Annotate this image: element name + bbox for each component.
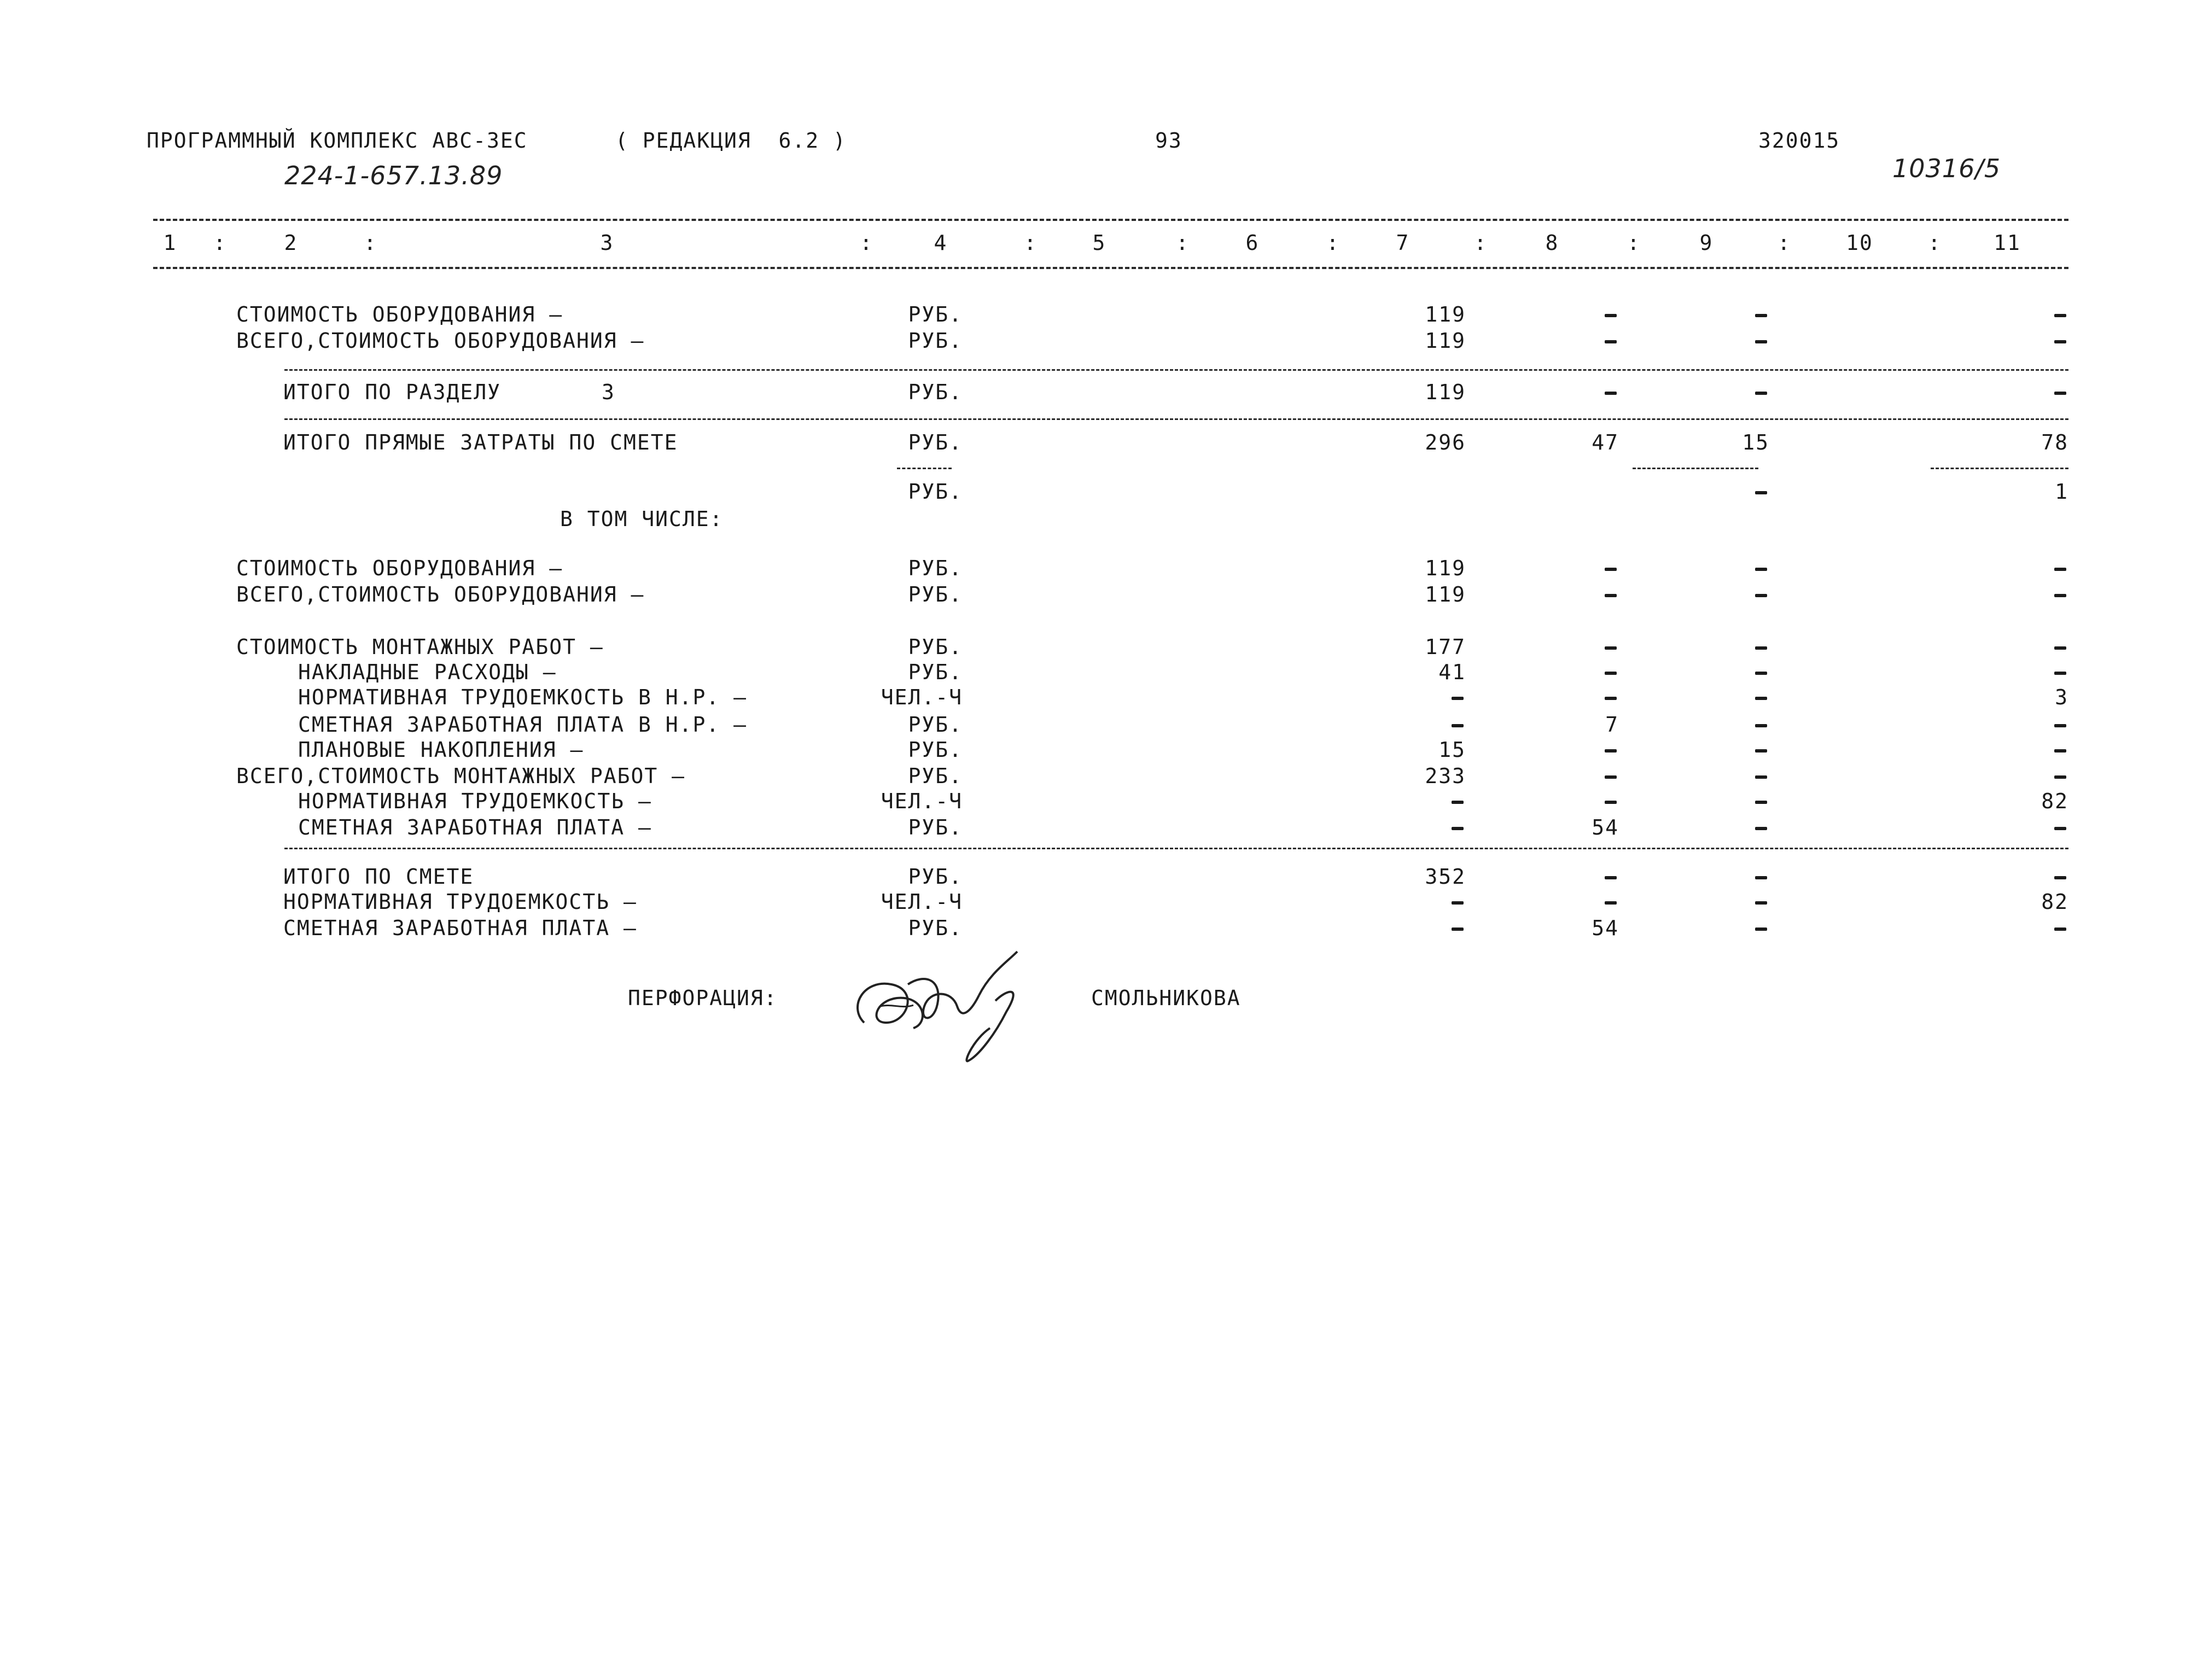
row-label: ИТОГО ПО РАЗДЕЛУ (283, 380, 502, 404)
col-separator: : (364, 231, 377, 255)
dash-mark (1605, 876, 1617, 879)
row-label: ВСЕГО,СТОИМОСТЬ ОБОРУДОВАНИЯ – (236, 329, 645, 353)
unit-cell: РУБ. (908, 815, 963, 839)
value-cell-c8: 7 (1605, 713, 1619, 737)
col-num: 7 (1396, 231, 1410, 255)
dash-mark (1755, 901, 1767, 905)
dash-mark (2054, 928, 2066, 931)
dash-mark (1755, 724, 1767, 727)
dash-mark (1605, 392, 1617, 395)
unit-cell: РУБ. (908, 865, 963, 889)
dash-mark (1605, 340, 1617, 343)
handwritten-project-number: 224-1-657.13.89 (284, 161, 503, 190)
col-num: 2 (284, 231, 298, 255)
dash-mark (1452, 928, 1464, 931)
dash-mark (1605, 568, 1617, 571)
dash-mark (1605, 901, 1617, 905)
dash-mark (1452, 801, 1464, 804)
dash-mark (1755, 392, 1767, 395)
dash-mark (2054, 340, 2066, 343)
unit-cell: РУБ. (908, 660, 963, 684)
header-rule-top (153, 219, 2068, 221)
value-cell-c7: 177 (1425, 635, 1466, 659)
dash-mark (1605, 775, 1617, 779)
dash-mark (1755, 568, 1767, 571)
row-label: СМЕТНАЯ ЗАРАБОТНАЯ ПЛАТА – (283, 916, 637, 940)
col-num: 10 (1846, 231, 1873, 255)
dash-mark (2054, 594, 2066, 597)
dash-mark (2054, 876, 2066, 879)
col-separator: : (1474, 231, 1488, 255)
dash-mark (1605, 646, 1617, 650)
dash-mark (2054, 749, 2066, 752)
document-code: 320015 (1758, 129, 1840, 153)
page-number: 93 (1155, 129, 1182, 153)
unit-cell: РУБ. (908, 764, 963, 788)
col-separator: : (1024, 231, 1038, 255)
value-cell-c11: 3 (2055, 685, 2068, 709)
dash-mark (2054, 827, 2066, 830)
dash-mark (1755, 491, 1767, 494)
dash-mark (2054, 568, 2066, 571)
col-num: 9 (1699, 231, 1714, 255)
section-number: 3 (602, 380, 615, 404)
value-cell-c11: 82 (2041, 890, 2068, 914)
dash-mark (1452, 901, 1464, 905)
row-label: ВСЕГО,СТОИМОСТЬ ОБОРУДОВАНИЯ – (236, 582, 645, 606)
dash-mark (1605, 801, 1617, 804)
dash-mark (1605, 749, 1617, 752)
unit-cell: РУБ. (908, 430, 963, 454)
value-cell-c7: 15 (1438, 738, 1466, 762)
col-num: 11 (1994, 231, 2021, 255)
dash-mark (1755, 749, 1767, 752)
unit-cell: РУБ. (908, 916, 963, 940)
row-label: ИТОГО ПО СМЕТЕ (283, 865, 474, 889)
value-cell-c8: 54 (1592, 815, 1619, 839)
value-cell-c11: 1 (2055, 480, 2068, 504)
value-cell-c7: 119 (1425, 302, 1466, 326)
row-label: НОРМАТИВНАЯ ТРУДОЕМКОСТЬ В Н.Р. – (298, 685, 747, 709)
col-num: 3 (600, 231, 614, 255)
unit-cell: РУБ. (908, 329, 963, 353)
col-num: 5 (1092, 231, 1106, 255)
col-separator: : (860, 231, 873, 255)
unit-cell: ЧЕЛ.-Ч (881, 685, 963, 709)
value-cell-c7: 119 (1425, 380, 1466, 404)
unit-cell: РУБ. (908, 635, 963, 659)
dash-mark (1605, 314, 1617, 317)
dash-mark (1755, 827, 1767, 830)
col-num: 8 (1545, 231, 1559, 255)
dash-mark (1605, 594, 1617, 597)
value-cell-c8: 47 (1592, 430, 1619, 454)
row-label: ПЛАНОВЫЕ НАКОПЛЕНИЯ – (298, 738, 584, 762)
col-separator: : (213, 231, 227, 255)
dash-mark (1755, 775, 1767, 779)
unit-cell: РУБ. (908, 302, 963, 326)
col-separator: : (1326, 231, 1340, 255)
value-cell-c8: 54 (1592, 916, 1619, 940)
row-label: СТОИМОСТЬ ОБОРУДОВАНИЯ – (236, 556, 563, 580)
dash-mark (2054, 314, 2066, 317)
row-label: ИТОГО ПРЯМЫЕ ЗАТРАТЫ ПО СМЕТЕ (283, 430, 678, 454)
dash-mark (2054, 392, 2066, 395)
unit-cell: ЧЕЛ.-Ч (881, 890, 963, 914)
unit-cell: РУБ. (908, 380, 963, 404)
dash-mark (1755, 801, 1767, 804)
row-label: СМЕТНАЯ ЗАРАБОТНАЯ ПЛАТА В Н.Р. – (298, 713, 747, 737)
col-separator: : (1928, 231, 1942, 255)
section-rule (284, 418, 2068, 420)
col-num: 6 (1245, 231, 1260, 255)
dash-mark (2054, 672, 2066, 675)
dash-mark (1755, 646, 1767, 650)
value-cell-c7: 352 (1425, 865, 1466, 889)
handwritten-sheet-number: 10316/5 (1892, 154, 2001, 183)
dash-mark (2054, 775, 2066, 779)
unit-cell: РУБ. (908, 713, 963, 737)
header-rule-bottom (153, 267, 2068, 269)
unit-cell: РУБ. (908, 582, 963, 606)
underline-col11 (1931, 468, 2068, 469)
row-label: В ТОМ ЧИСЛЕ: (560, 507, 724, 531)
underline-col9 (1633, 468, 1758, 469)
section-rule (284, 369, 2068, 371)
section-rule (284, 848, 2068, 849)
col-num: 4 (934, 231, 948, 255)
dash-mark (1452, 697, 1464, 700)
value-cell-c7: 41 (1438, 660, 1466, 684)
row-label: СМЕТНАЯ ЗАРАБОТНАЯ ПЛАТА – (298, 815, 652, 839)
row-label: НОРМАТИВНАЯ ТРУДОЕМКОСТЬ – (283, 890, 637, 914)
value-cell-c7: 119 (1425, 582, 1466, 606)
value-cell-c7: 233 (1425, 764, 1466, 788)
dash-mark (1605, 672, 1617, 675)
col-separator: : (1627, 231, 1641, 255)
dash-mark (1755, 697, 1767, 700)
unit-cell: РУБ. (908, 480, 963, 504)
edition: ( РЕДАКЦИЯ 6.2 ) (615, 129, 847, 153)
row-label: СТОИМОСТЬ ОБОРУДОВАНИЯ – (236, 302, 563, 326)
unit-cell: ЧЕЛ.-Ч (881, 789, 963, 813)
program-name: ПРОГРАММНЫЙ КОМПЛЕКС АВС-ЗЕС (147, 129, 528, 153)
col-separator: : (1176, 231, 1190, 255)
row-label: НОРМАТИВНАЯ ТРУДОЕМКОСТЬ – (298, 789, 652, 813)
signer-name: СМОЛЬНИКОВА (1091, 986, 1241, 1010)
value-cell-c7: 296 (1425, 430, 1466, 454)
dash-mark (1755, 928, 1767, 931)
dash-mark (1755, 594, 1767, 597)
col-num: 1 (163, 231, 177, 255)
row-label: НАКЛАДНЫЕ РАСХОДЫ – (298, 660, 557, 684)
perforation-label: ПЕРФОРАЦИЯ: (628, 986, 778, 1010)
unit-cell: РУБ. (908, 556, 963, 580)
dash-mark (1755, 672, 1767, 675)
dash-mark (1452, 724, 1464, 727)
value-cell-c7: 119 (1425, 329, 1466, 353)
underline-unit (897, 468, 952, 469)
signature (842, 941, 1050, 1066)
row-label: СТОИМОСТЬ МОНТАЖНЫХ РАБОТ – (236, 635, 604, 659)
dash-mark (1755, 876, 1767, 879)
dash-mark (1605, 697, 1617, 700)
dash-mark (2054, 724, 2066, 727)
value-cell-c11: 78 (2041, 430, 2068, 454)
dash-mark (1755, 314, 1767, 317)
value-cell-c11: 82 (2041, 789, 2068, 813)
dash-mark (2054, 646, 2066, 650)
col-separator: : (1778, 231, 1791, 255)
dash-mark (1755, 340, 1767, 343)
value-cell-c7: 119 (1425, 556, 1466, 580)
row-label: ВСЕГО,СТОИМОСТЬ МОНТАЖНЫХ РАБОТ – (236, 764, 685, 788)
unit-cell: РУБ. (908, 738, 963, 762)
value-cell-c9: 15 (1742, 430, 1769, 454)
dash-mark (1452, 827, 1464, 830)
